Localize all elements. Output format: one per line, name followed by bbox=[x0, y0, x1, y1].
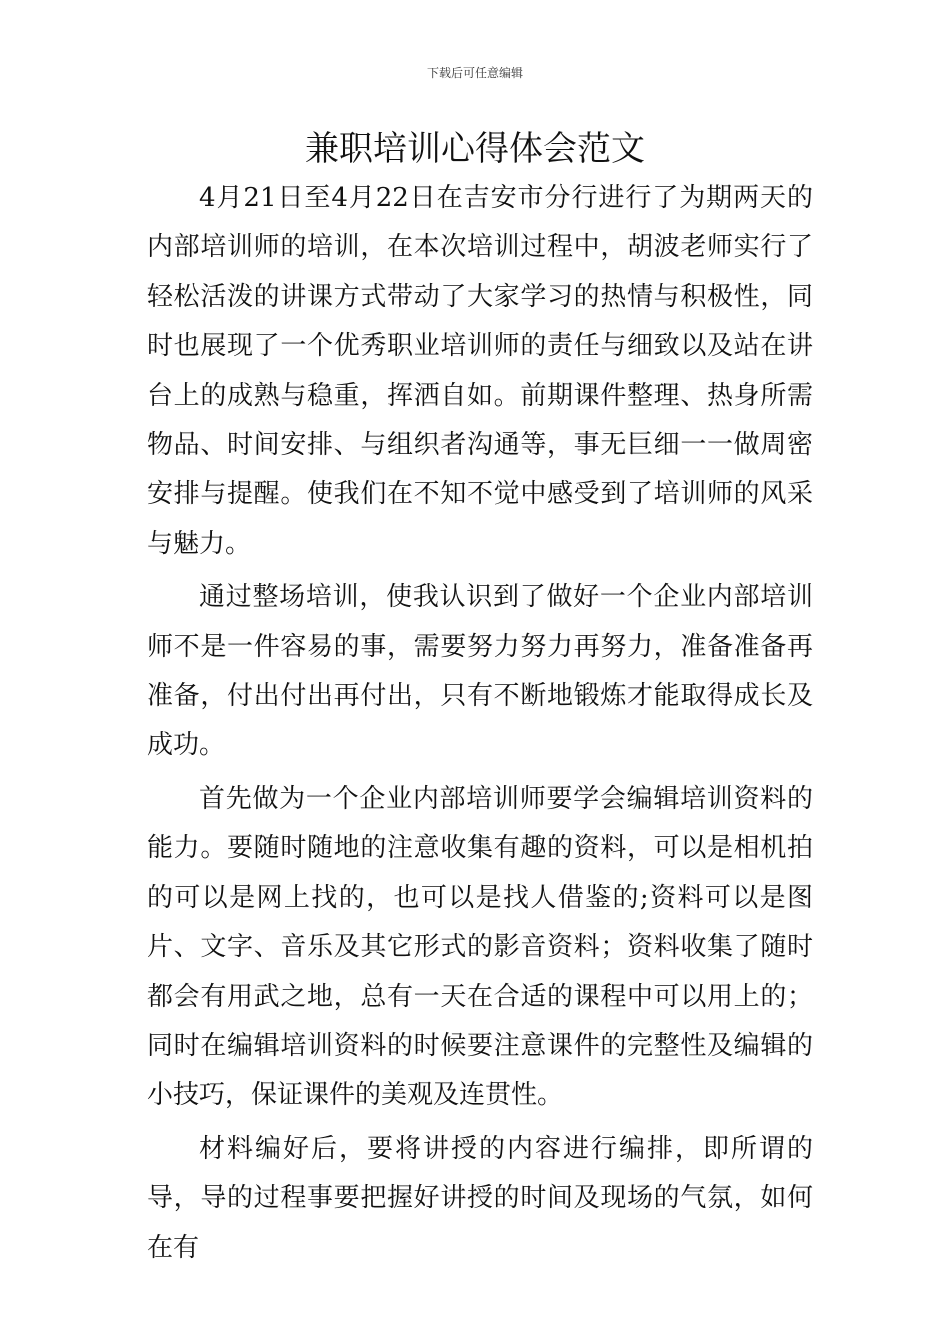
page-header-note: 下载后可任意编辑 bbox=[426, 66, 523, 80]
document-body bbox=[147, 174, 813, 1277]
paragraph-2: 通过整场培训，使我认识到了做好一个企业内部培训师不是一件容易的事，需要努力努力再努力，准备准备再准备，付出付出再付出，只有不断地锻炼才能取得成长及成功。 bbox=[147, 582, 813, 761]
paragraph-4: 材料编好后，要将讲授的内容进行编排，即所谓的导，导的过程事要把握好讲授的时间及现场的气氛，如何在有 bbox=[147, 1133, 813, 1263]
paragraph-3: 首先做为一个企业内部培训师要学会编辑培训资料的能力。要随时随地的注意收集有趣的资料，可以是相机拍的可以是网上找的，也可以是找人借鉴的;资料可以是图片、文字、音乐及其它形式的影音资料；资料收集了随时都会有用武之地，总有一天在合适的课程中可以用上的；同时在编辑培训资料的时候要注意课件的完整性及编辑的小技巧，保证课件的美观及连贯性。 bbox=[147, 783, 813, 1111]
document-title: 兼职培训心得体会范文 bbox=[305, 129, 645, 169]
paragraph-1: 4月21日至4月22日在吉安市分行进行了为期两天的内部培训师的培训，在本次培训过程中，胡波老师实行了轻松活泼的讲课方式带动了大家学习的热情与积极性，同时也展现了一个优秀职业培训师的责任与细致以及站在讲台上的成熟与稳重，挥洒自如。前期课件整理、热身所需物品、时间安排、与组织者沟通等，事无巨细一一做周密安排与提醒。使我们在不知不觉中感受到了培训师的风采与魅力。 bbox=[147, 183, 813, 559]
